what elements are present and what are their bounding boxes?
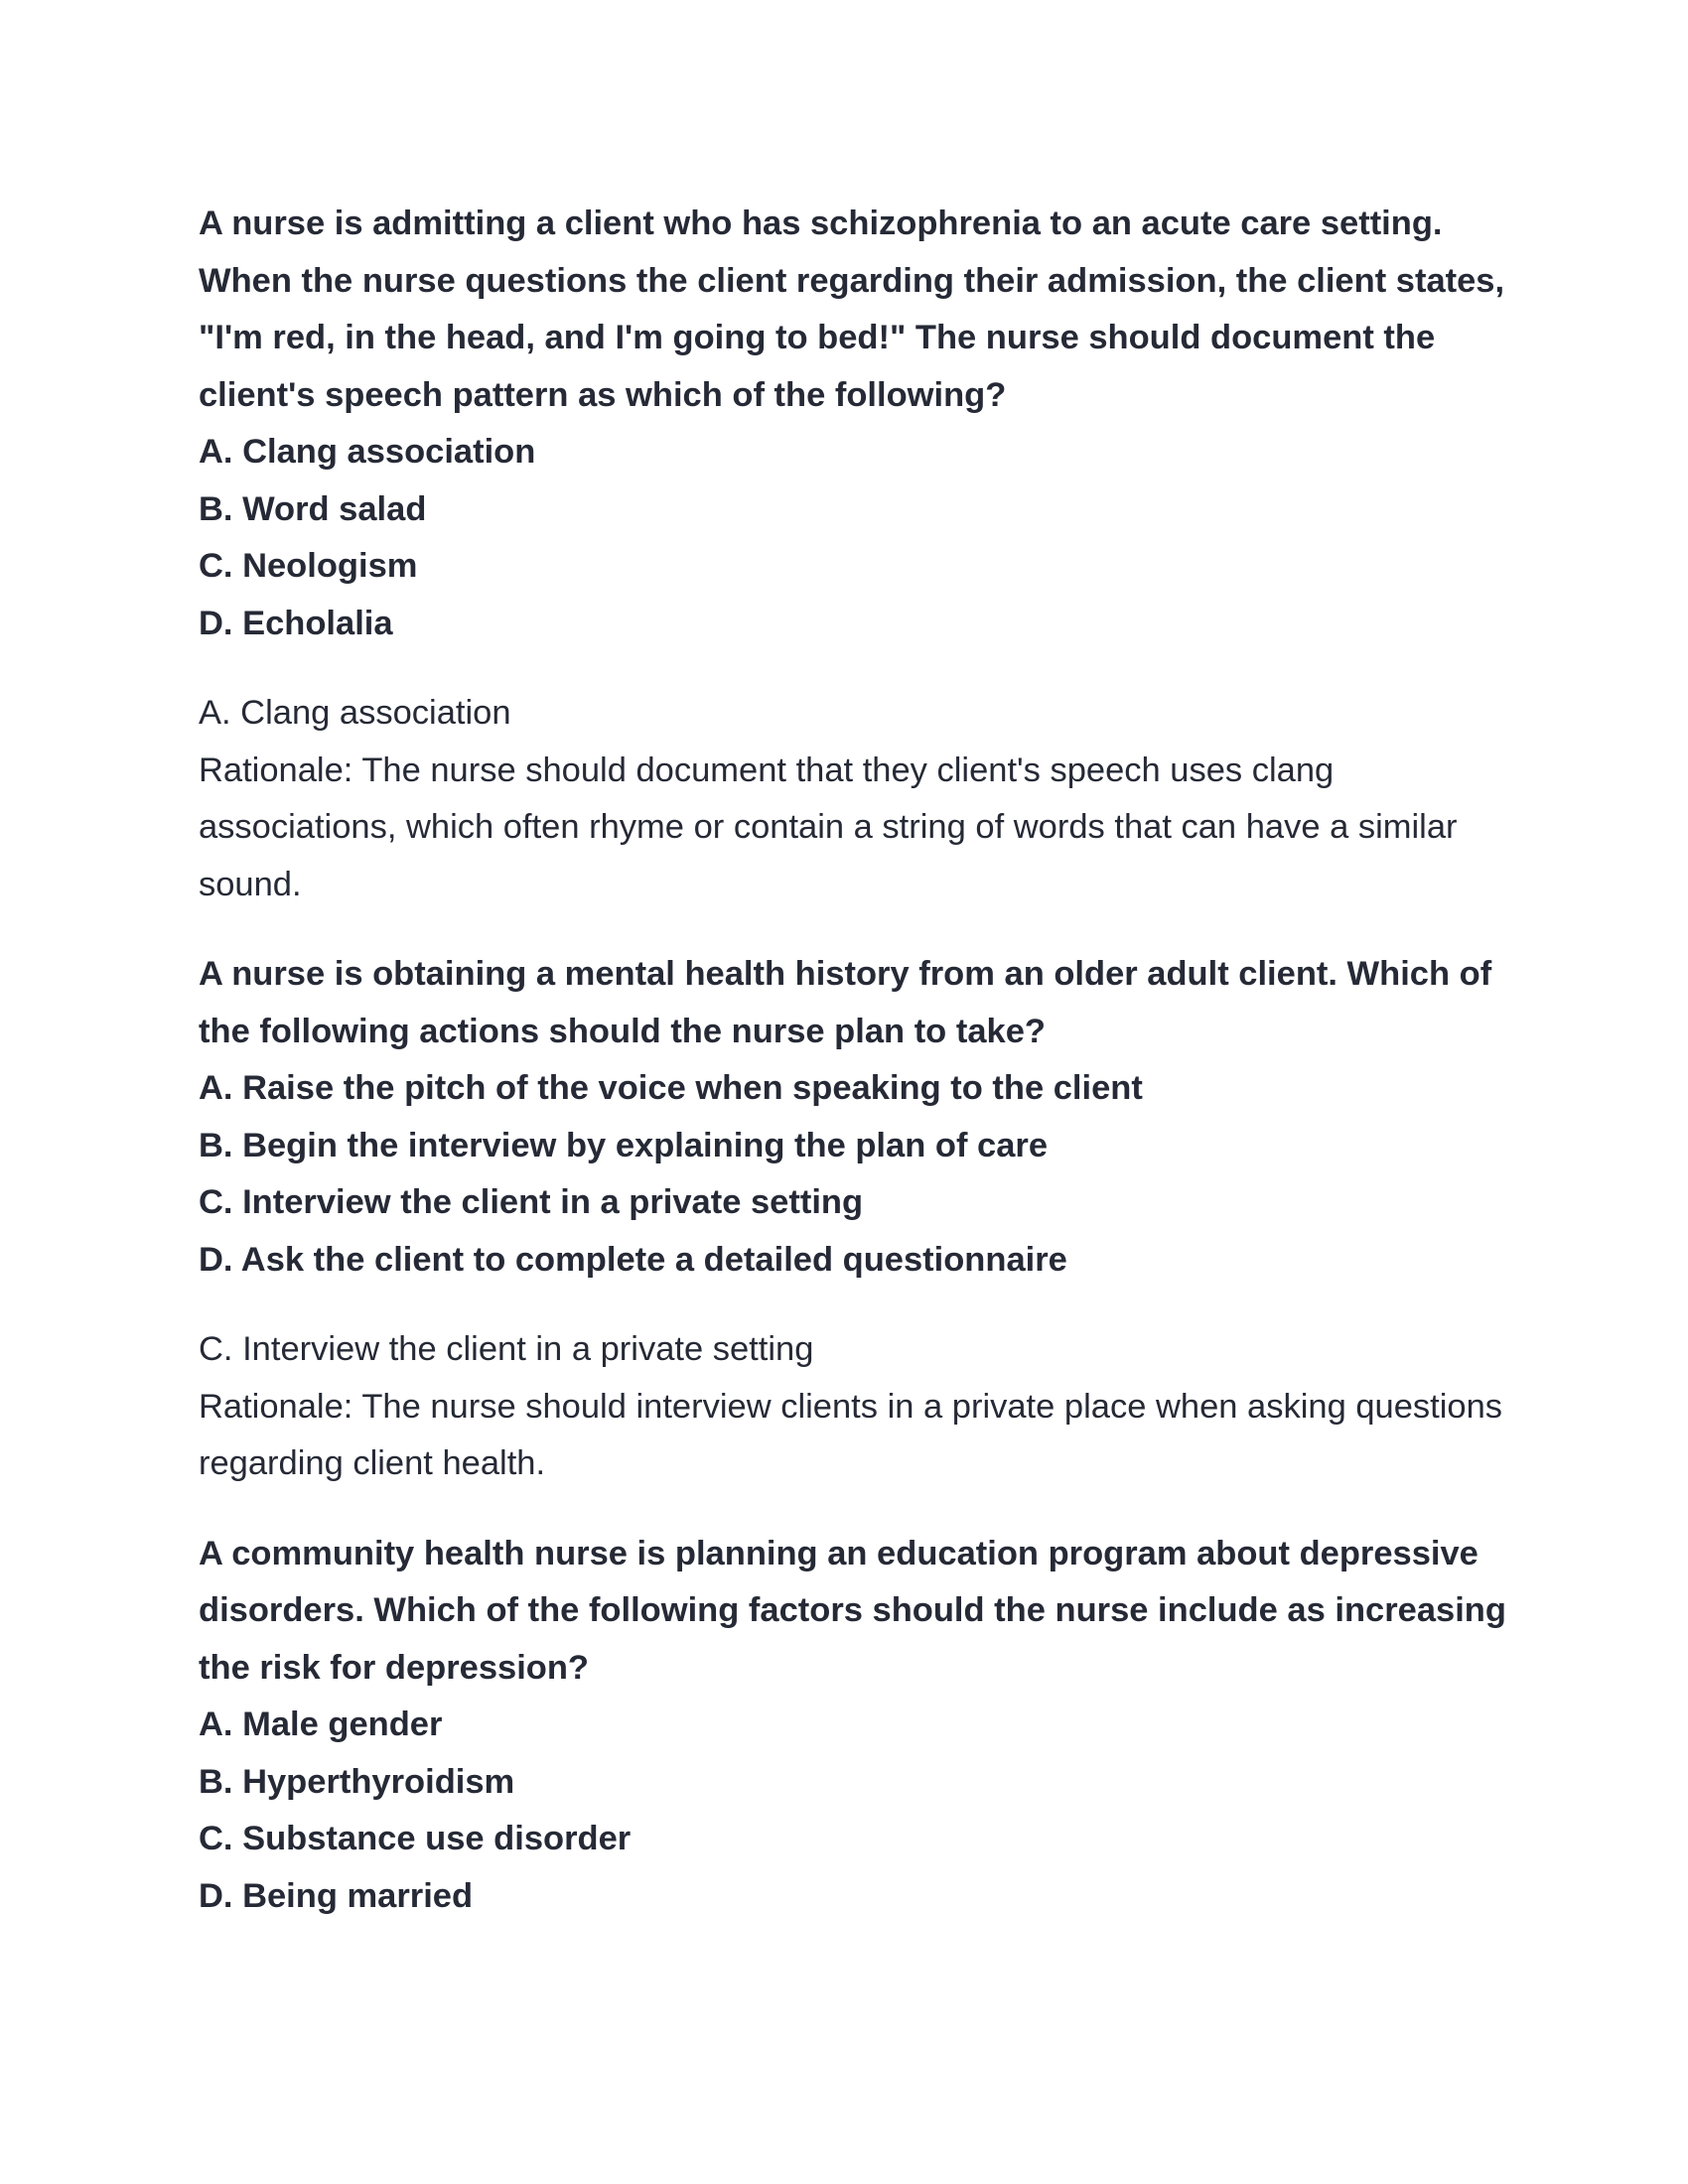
option-d: D. Echolalia [199, 604, 393, 642]
rationale-line: regarding client health. [199, 1444, 546, 1482]
option-c: C. Interview the client in a private setting [199, 1183, 864, 1221]
answer-2 [199, 1321, 1503, 1493]
option-d: D. Ask the client to complete a detailed questionnaire [199, 1240, 1067, 1279]
option-a: A. Male gender [199, 1706, 443, 1743]
option-a: A. Clang association [199, 433, 536, 471]
rationale-line: Rationale: The nurse should interview clients in a private place when asking questions [199, 1387, 1503, 1426]
correct-answer: C. Interview the client in a private setting [199, 1330, 814, 1368]
question-stem-line: client's speech pattern as which of the following? [199, 375, 1007, 414]
option-c: C. Substance use disorder [199, 1820, 632, 1857]
answer-1 [199, 685, 1489, 913]
question-stem-line: When the nurse questions the client regarding their admission, the client states, [199, 261, 1505, 300]
question-stem-line: disorders. Which of the following factors should the nurse include as increasing [199, 1591, 1506, 1629]
option-b: B. Begin the interview by explaining the plan of care [199, 1126, 1049, 1164]
option-b: B. Word salad [199, 489, 427, 528]
rationale-line: associations, which often rhyme or contain a string of words that can have a similar [199, 808, 1458, 846]
rationale-line: Rationale: The nurse should document that they client's speech uses clang [199, 751, 1335, 789]
option-d: D. Being married [199, 1876, 474, 1915]
correct-answer: A. Clang association [199, 694, 511, 732]
question-stem-line: "I'm red, in the head, and I'm going to bed!" The nurse should document the [199, 319, 1436, 356]
document-content [199, 196, 1506, 1925]
question-stem-line: A nurse is admitting a client who has schizophrenia to an acute care setting. [199, 205, 1443, 242]
option-c: C. Neologism [199, 547, 418, 585]
question-2 [199, 946, 1492, 1289]
option-b: B. Hyperthyroidism [199, 1762, 515, 1801]
question-stem-line: A community health nurse is planning an education program about depressive [199, 1534, 1478, 1572]
question-stem-line: the risk for depression? [199, 1648, 590, 1687]
question-1 [199, 196, 1505, 652]
option-a: A. Raise the pitch of the voice when speaking to the client [199, 1069, 1143, 1107]
question-3 [199, 1526, 1506, 1926]
question-stem-line: A nurse is obtaining a mental health history from an older adult client. Which of [199, 955, 1492, 993]
question-stem-line: the following actions should the nurse plan to take? [199, 1012, 1046, 1050]
rationale-line: sound. [199, 865, 302, 903]
